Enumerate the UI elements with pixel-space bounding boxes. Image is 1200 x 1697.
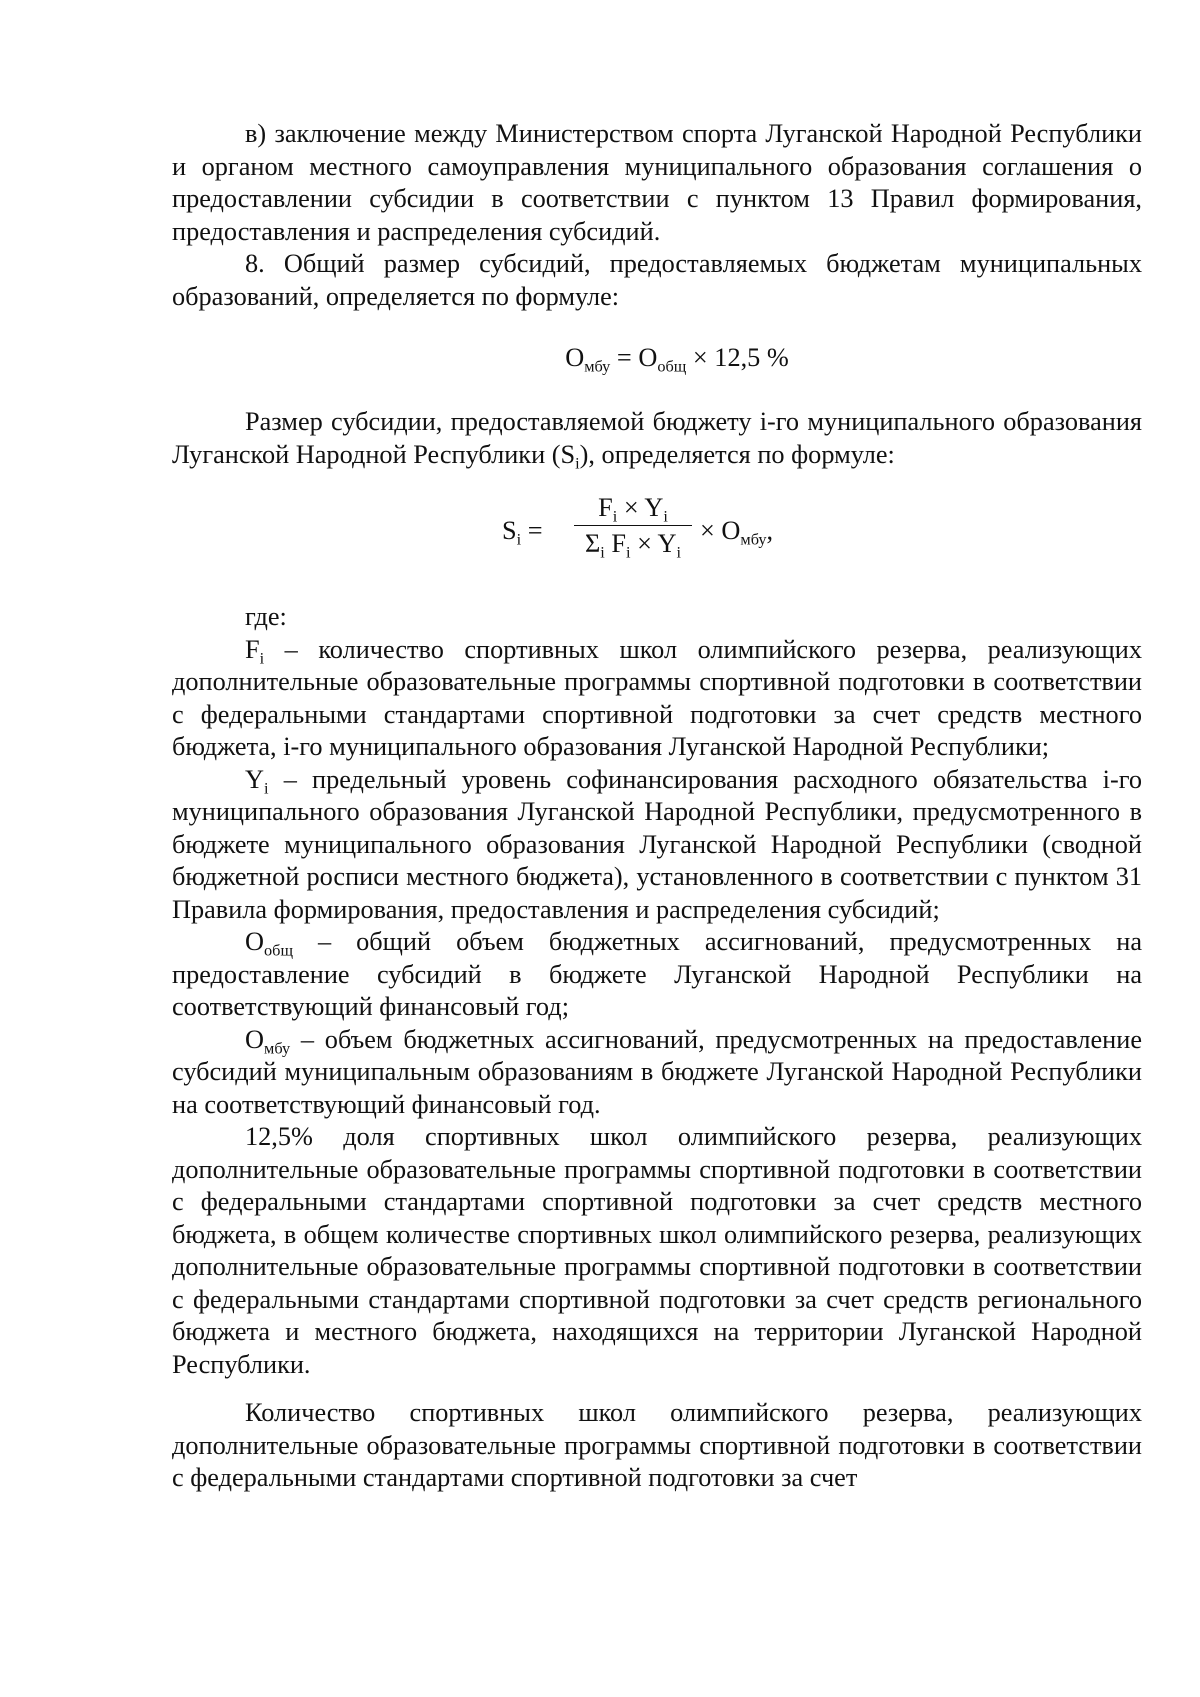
paragraph-total-subsidy: 8. Общий размер субсидий, предоставляемых бюджетам муниципальных образований, определяется по формуле:	[172, 249, 1142, 311]
paragraph-subsidy-size: Размер субсидии, предоставляемой бюджету i-го муниципального образования Луганской Народной Республики $(S_i)$, определяется по формуле:	[172, 407, 1142, 473]
formula2-lhs: $S_i$ =	[502, 516, 543, 549]
definition-o-mbu: $О_{мбу}$ – объем бюджетных ассигнований, предусмотренных на предоставление субсидий муниципальным образованиям в бюджете Луганской Народной Республики на соответствующий финансовый год.	[172, 1024, 1142, 1119]
formula2-fraction	[574, 493, 692, 562]
definition-o-obsh: $О_{общ}$ – общий объем бюджетных ассигнований, предусмотренных на предоставление субсидий в бюджете Луганской Народной Республики на соответствующий финансовый год;	[172, 927, 1142, 1021]
formula2-numerator: $F_i \times Y_i$	[598, 493, 668, 526]
fraction-bar	[574, 525, 692, 526]
paragraph-where: где:	[245, 602, 287, 631]
paragraph-agreement: в) заключение между Министерством спорта Луганской Народной Республики и органом местного самоуправления муниципального образования соглашения о предоставлении субсидии в соответствии с пунктом 13 Правил формирования, предоставления и распределения субсидий.	[172, 119, 1142, 246]
formula1-lhs: $О_{мбу}$	[565, 343, 611, 376]
formula2-rhs: × $О_{мбу}$,	[700, 516, 774, 549]
formula2-denominator: $\Sigma_i$ $F_i \times Y_i$	[584, 529, 682, 562]
formula1-rhs: $О_{общ} \times 12,5$ %	[638, 343, 789, 376]
definition-fi: $F_i$ – количество спортивных школ олимпийского резерва, реализующих дополнительные образовательные программы спортивной подготовки в соответствии с федеральными стандартами спортивной подготовки за счет средств местного бюджета, i-го муниципального образования Луганской Народной Республики;	[172, 634, 1142, 761]
formula-subsidy-distribution	[172, 493, 1142, 601]
paragraph-count: Количество спортивных школ олимпийского резерва, реализующих дополнительные образовательные программы спортивной подготовки в соответствии с федеральными стандартами спортивной подготовки за счет	[172, 1398, 1142, 1492]
definition-yi: $Y_i$ – предельный уровень софинансирования расходного обязательства i-го муниципального образования Луганской Народной Республики, предусмотренного в бюджете муниципального образования Луганской Народной Республики (сводной бюджетной росписи местного бюджета), установленного в соответствии с пунктом 31 Правила формирования, предоставления и распределения субсидий;	[172, 764, 1142, 924]
formula-total-subsidy: $О_{мбу} = О_{общ} \times 12,5$ %	[565, 343, 789, 376]
paragraph-share: 12,5% доля спортивных школ олимпийского резерва, реализующих дополнительные образовательные программы спортивной подготовки в соответствии с федеральными стандартами спортивной подготовки за счет средств местного бюджета, в общем количестве спортивных школ олимпийского резерва, реализующих дополнительные образовательные программы спортивной подготовки в соответствии с федеральными стандартами спортивной подготовки за счет средств регионального бюджета и местного бюджета, находящихся на территории Луганской Народной Республики.	[172, 1122, 1142, 1379]
document-page	[172, 118, 1142, 1495]
